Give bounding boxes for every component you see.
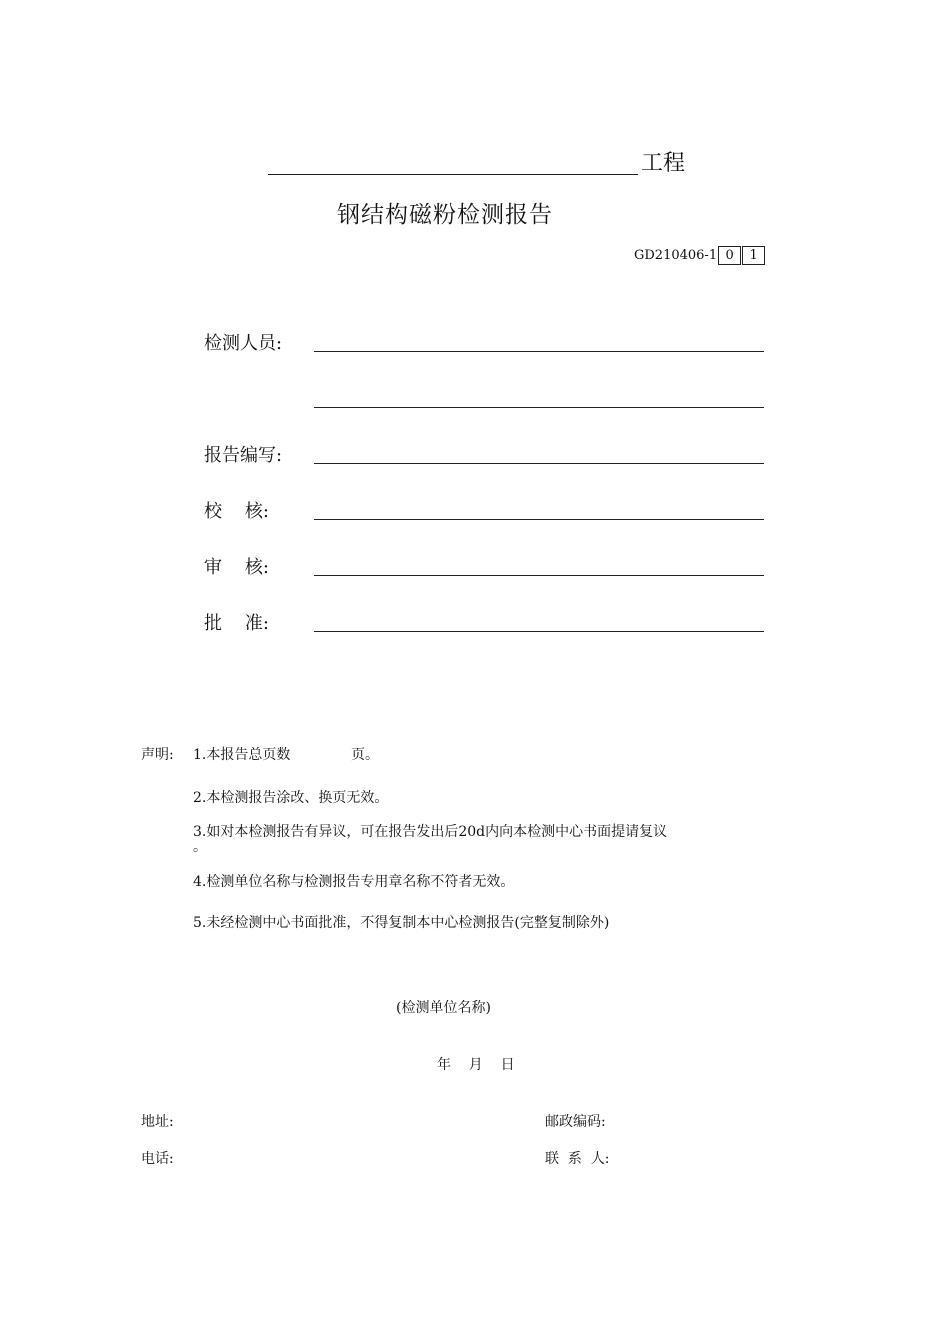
checker-label: 校 核:	[204, 501, 269, 522]
contact-label: 联 系 人:	[545, 1151, 610, 1167]
reviewer-line[interactable]	[314, 575, 764, 576]
reviewer-label: 审 核:	[204, 557, 269, 578]
declaration-item-3-tail: 。	[193, 839, 207, 855]
inspectors-label: 检测人员:	[204, 333, 283, 354]
inspectors-line-2[interactable]	[314, 407, 764, 408]
address-label: 地址:	[141, 1114, 174, 1130]
report-date: 年 月 日	[437, 1057, 515, 1073]
declaration-item-1a: 1.本报告总页数	[193, 747, 291, 763]
phone-label: 电话:	[141, 1151, 174, 1167]
checker-line[interactable]	[314, 519, 764, 520]
org-name: (检测单位名称)	[396, 1000, 491, 1016]
declaration-item-5: 5.未经检测中心书面批准，不得复制本中心检测报告(完整复制除外)	[193, 915, 610, 931]
project-name-underline[interactable]	[268, 174, 638, 175]
form-code-digit-1: 0	[718, 246, 741, 265]
approver-label: 批 准:	[204, 613, 269, 634]
form-code: GD210406-1	[634, 248, 718, 263]
declaration-label: 声明:	[141, 747, 174, 763]
project-suffix: 工程	[641, 151, 686, 176]
postcode-label: 邮政编码:	[545, 1114, 606, 1130]
report-title: 钢结构磁粉检测报告	[337, 202, 553, 228]
approver-line[interactable]	[314, 631, 764, 632]
form-code-group	[634, 244, 765, 265]
inspectors-line-1[interactable]	[314, 351, 764, 352]
declaration-item-4: 4.检测单位名称与检测报告专用章名称不符者无效。	[193, 874, 515, 890]
declaration-item-2: 2.本检测报告涂改、换页无效。	[193, 790, 389, 806]
report-writer-label: 报告编写:	[204, 445, 283, 466]
form-code-digit-2: 1	[742, 246, 765, 265]
declaration-item-1b: 页。	[351, 747, 379, 763]
report-writer-line[interactable]	[314, 463, 764, 464]
declaration-item-3: 3.如对本检测报告有异议，可在报告发出后20d内向本检测中心书面提请复议	[193, 824, 668, 840]
